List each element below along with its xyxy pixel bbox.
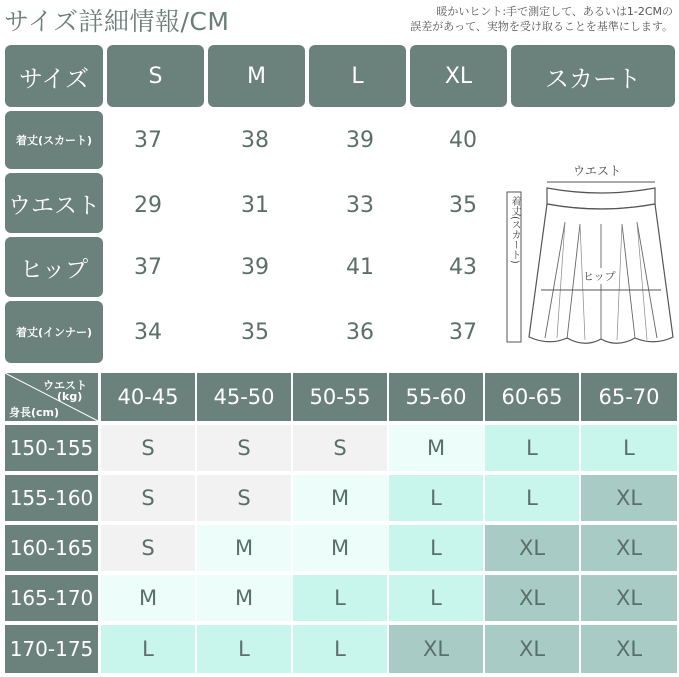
hint-line-1: 暖かいヒント:手で測定して、あるいは1-2CMの [436, 5, 673, 18]
value-cell: 39 [346, 128, 374, 153]
size-cell: S [197, 425, 291, 471]
weight-header: 50-55 [293, 373, 387, 421]
value-cell: 37 [134, 255, 162, 280]
size-cell: L [485, 425, 579, 471]
corner-weight-label: ウエスト [43, 379, 87, 392]
size-cell: L [197, 625, 291, 673]
value-cell: 35 [241, 320, 269, 345]
size-cell: L [485, 475, 579, 521]
value-cell: 40 [449, 128, 477, 153]
value-cell: 43 [449, 255, 477, 280]
size-cell: L [293, 625, 387, 673]
size-cell: S [101, 425, 195, 471]
value-cell: 41 [346, 255, 374, 280]
waistband [547, 188, 655, 209]
page-title: サイズ詳細情報/CM [4, 7, 230, 36]
size-cell: XL [389, 625, 483, 673]
size-cell: XL [581, 625, 677, 673]
weight-header: 60-65 [485, 373, 579, 421]
weight-header: 40-45 [101, 373, 195, 421]
value-cell: 39 [241, 255, 269, 280]
size-cell: S [197, 475, 291, 521]
weight-header: 55-60 [389, 373, 483, 421]
height-label: 165-170 [5, 575, 98, 621]
size-header-s: S [107, 45, 204, 107]
value-cell: 29 [134, 193, 162, 218]
height-label: 170-175 [5, 625, 98, 673]
skirt-diagram [505, 162, 675, 362]
size-header-skirt: スカート [511, 45, 675, 107]
size-cell: L [389, 475, 483, 521]
size-cell: XL [485, 525, 579, 571]
size-cell: M [101, 575, 195, 621]
value-cell: 36 [346, 320, 374, 345]
size-cell: L [293, 575, 387, 621]
size-cell: L [389, 525, 483, 571]
row-label-inner-length: 着丈(インナー) [5, 301, 103, 363]
size-header-m: M [208, 45, 305, 107]
height-label: 160-165 [5, 525, 98, 571]
value-cell: 31 [241, 193, 269, 218]
value-cell: 38 [241, 128, 269, 153]
size-cell: XL [581, 475, 677, 521]
height-label: 155-160 [5, 475, 98, 521]
corner-weight-unit: (kg) [57, 390, 83, 403]
size-cell: S [293, 425, 387, 471]
corner-height-label: 身長(cm) [9, 406, 60, 419]
size-cell: L [389, 575, 483, 621]
hint-line-2: 誤差があって、実物を受け取ることを基準にします。 [410, 20, 673, 33]
value-cell: 34 [134, 320, 162, 345]
size-header-label: サイズ [5, 45, 103, 107]
size-table [5, 45, 675, 365]
fit-chart [5, 373, 677, 675]
fit-corner [5, 373, 98, 421]
weight-header: 65-70 [581, 373, 677, 421]
length-label: 着丈(スカート) [509, 196, 520, 264]
hip-label: ヒップ [583, 270, 616, 283]
waist-label: ウエスト [573, 164, 622, 178]
size-cell: L [581, 425, 677, 471]
size-header-xl: XL [410, 45, 507, 107]
weight-header: 45-50 [197, 373, 291, 421]
measurement-hint [373, 4, 673, 34]
size-cell: M [197, 525, 291, 571]
row-label-waist: ウエスト [5, 173, 103, 233]
size-header-l: L [309, 45, 406, 107]
size-cell: XL [485, 575, 579, 621]
value-cell: 37 [449, 320, 477, 345]
row-label-skirt-length: 着丈(スカート) [5, 111, 103, 169]
size-header-row [5, 45, 675, 107]
value-cell: 35 [449, 193, 477, 218]
skirt-illustration [505, 162, 675, 362]
size-cell: M [197, 575, 291, 621]
size-cell: XL [485, 625, 579, 673]
size-cell: M [293, 475, 387, 521]
size-cell: S [101, 475, 195, 521]
size-cell: M [389, 425, 483, 471]
size-cell: M [293, 525, 387, 571]
value-cell: 33 [346, 193, 374, 218]
height-label: 150-155 [5, 425, 98, 471]
size-cell: XL [581, 575, 677, 621]
size-cell: S [101, 525, 195, 571]
size-cell: XL [581, 525, 677, 571]
row-label-hip: ヒップ [5, 237, 103, 297]
value-cell: 37 [134, 128, 162, 153]
size-cell: L [101, 625, 195, 673]
